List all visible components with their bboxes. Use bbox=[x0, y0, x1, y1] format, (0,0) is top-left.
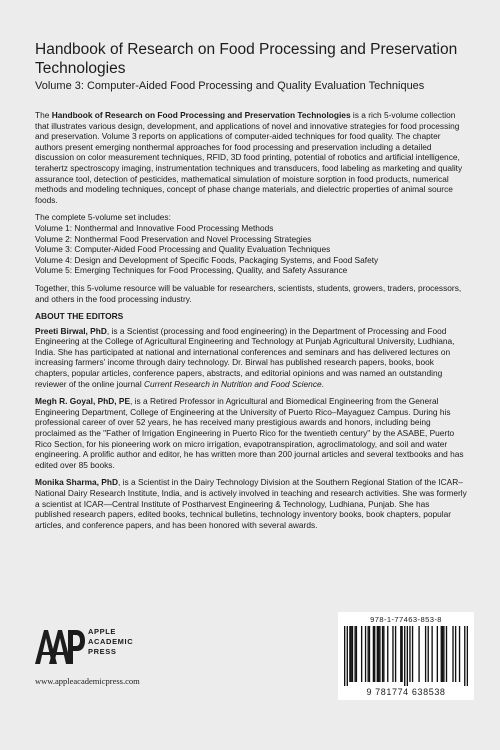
publisher-name bbox=[88, 627, 133, 657]
isbn-digits: 9 781774 638538 bbox=[366, 687, 446, 697]
barcode-bar bbox=[400, 626, 401, 682]
book-subtitle: Volume 3: Computer-Aided Food Processing and Quality Evaluation Techniques bbox=[35, 80, 425, 92]
volume-list bbox=[35, 212, 467, 276]
editor-name: Preeti Birwal, PhD bbox=[35, 325, 107, 336]
barcode-bar bbox=[392, 626, 393, 682]
intro-body: is a rich 5-volume collection that illustrates various design, development, and applications of novel and innovative strategies for food processing and preservation. Volume 3 reports on applications of computer-aided techniques for food quality. The chapter authors present emerging nonthermal approaches for food processing and preservation including a detailed discussion on color measurement techniques, RFID, 3D food printing, potential of robotics and artificial intelligence, terahertz spectroscopy imaging, instrumentation techniques and transducers, food labeling as marketing and quality assurance tool, detection of pesticides, mathematical simulation of moisture sorption in food products, numerical methods and modeling techniques, concept of phase change materials, and dielectric properties of animal source foods. bbox=[35, 110, 463, 205]
barcode-bar bbox=[428, 626, 429, 682]
barcode-bar bbox=[401, 626, 402, 682]
barcode-bar bbox=[356, 626, 357, 682]
intro-lead: The bbox=[35, 110, 52, 120]
barcode-bar bbox=[395, 626, 396, 682]
volume-item: Volume 2: Nonthermal Food Preservation and Novel Processing Strategies bbox=[35, 233, 312, 244]
barcode-bar bbox=[412, 626, 413, 682]
editor-bio-sharma bbox=[35, 477, 467, 530]
barcode-bar bbox=[351, 626, 352, 682]
barcode-bar bbox=[441, 626, 442, 682]
barcode-bar bbox=[387, 626, 388, 682]
editor-name: Megh R. Goyal, PhD, PE bbox=[35, 396, 131, 407]
back-cover-text bbox=[35, 110, 467, 537]
barcode-bar bbox=[349, 626, 350, 682]
editor-bio-birwal bbox=[35, 326, 467, 390]
isbn-barcode bbox=[338, 612, 474, 700]
barcode-bar bbox=[379, 626, 380, 682]
publisher-url[interactable]: www.appleacademicpress.com bbox=[35, 676, 140, 686]
aap-logo-icon bbox=[35, 624, 85, 668]
barcode-bar bbox=[382, 626, 383, 682]
barcode-bar bbox=[347, 626, 348, 686]
publisher-name-line: APPLE bbox=[88, 627, 117, 636]
barcode-bar bbox=[425, 626, 426, 682]
volume-item: Volume 1: Nonthermal and Innovative Food Processing Methods bbox=[35, 222, 274, 233]
barcode-bar bbox=[352, 626, 353, 682]
editor-bio-text: , is a Retired Professor in Agricultural and Biomedical Engineering from the General Engineering Department, College of Engineering at the University of Puerto Rico–Mayaguez Campus. During his professional career of over 52 years, he has received many prestigious awards and honors, including being proclaimed as the "Father of Irrigation Engineering in Puerto Rico for the twentieth century" by the ASABE, Puerto Rico Section, for his pioneering work on micro irrigation, evapotranspiration, agroclimatology, and soil and water engineering. A prolific author and editor, he has written more than 200 journal articles and several textbooks and has edited over 85 books. bbox=[35, 396, 464, 470]
volume-item: Volume 4: Design and Development of Specific Foods, Packaging Systems, and Food Safety bbox=[35, 254, 379, 265]
intro-paragraph bbox=[35, 110, 467, 205]
summary-paragraph: Together, this 5-volume resource will be valuable for researchers, scientists, students, growers, traders, processors, and others in the food processing industry. bbox=[35, 282, 462, 304]
barcode-bar bbox=[431, 626, 432, 682]
editors-heading: ABOUT THE EDITORS bbox=[35, 311, 124, 322]
barcode-bar bbox=[443, 626, 444, 682]
barcode-bar bbox=[455, 626, 456, 682]
barcode-bar bbox=[464, 626, 465, 686]
book-title: Handbook of Research on Food Processing and Preservation Technologies bbox=[35, 41, 458, 77]
barcode-bar bbox=[418, 626, 419, 682]
barcode-bar bbox=[446, 626, 447, 682]
barcode-bar bbox=[383, 626, 384, 682]
barcode-bar bbox=[365, 626, 366, 682]
publisher-name-line: PRESS bbox=[88, 647, 117, 656]
publisher-block bbox=[35, 624, 195, 714]
barcode-bar bbox=[407, 626, 408, 686]
barcode-bar bbox=[369, 626, 370, 682]
editor-bio-text: , is a Scientist in the Dairy Technology Division at the Southern Regional Station of the ICAR–National Dairy Research Institute, India, and is actively involved in teaching and research activities. She was formerly a scientist at ICAR—Central Institute of Postharvest Engineering & Technology, Ludhiana, Punjab. She has published research papers, edited books, technical bulletins, technology inventory books, book chapters, popular articles, and conference papers, and has been honored with several awards. bbox=[35, 477, 467, 530]
editor-bio-text: , is a Scientist (processing and food engineering) in the Department of Processing and Food Engineering at the College of Agricultural Engineering and Technology at Punjab Agricultural University, Ludhiana, India. She has participated at national and international conferences and seminars and has delivered lectures on increasing farmers' income through dairy technology. Dr. Birwal has published research papers, books, book chapters, popular articles, conference papers, abstracts, and editorial opinions and was named an outstanding reviewer of the online journal bbox=[35, 325, 455, 389]
editor-name: Monika Sharma, PhD bbox=[35, 477, 118, 488]
journal-title: Current Research in Nutrition and Food Science bbox=[144, 378, 322, 389]
barcode-bar bbox=[378, 626, 379, 682]
barcode-bar bbox=[442, 626, 443, 682]
barcode-bar bbox=[452, 626, 453, 682]
barcode-bar bbox=[377, 626, 378, 682]
barcode-bar bbox=[409, 626, 410, 682]
volume-list-intro: The complete 5-volume set includes: bbox=[35, 212, 171, 223]
publisher-name-line: ACADEMIC bbox=[88, 637, 134, 646]
volume-item: Volume 5: Emerging Techniques for Food Processing, Quality, and Safety Assurance bbox=[35, 265, 348, 276]
barcode-bar bbox=[404, 626, 405, 686]
barcode-bar bbox=[373, 626, 374, 682]
barcode-bar bbox=[354, 626, 355, 682]
intro-book-title: Handbook of Research on Food Processing and Preservation Technologies bbox=[51, 110, 351, 120]
barcode-bar bbox=[344, 626, 345, 686]
barcode-bar bbox=[459, 626, 460, 682]
barcode-bar bbox=[437, 626, 438, 682]
barcode-bar bbox=[361, 626, 362, 682]
barcode-icon bbox=[344, 626, 468, 686]
barcode-bar bbox=[374, 626, 375, 682]
barcode-bar bbox=[367, 626, 368, 682]
barcode-bar bbox=[467, 626, 468, 686]
volume-item: Volume 3: Computer-Aided Food Processing and Quality Evaluation Techniques bbox=[35, 244, 331, 255]
isbn-label: 978-1-77463-853-8 bbox=[370, 615, 442, 624]
editor-bio-end: . bbox=[321, 378, 324, 389]
editor-bio-goyal bbox=[35, 396, 467, 470]
